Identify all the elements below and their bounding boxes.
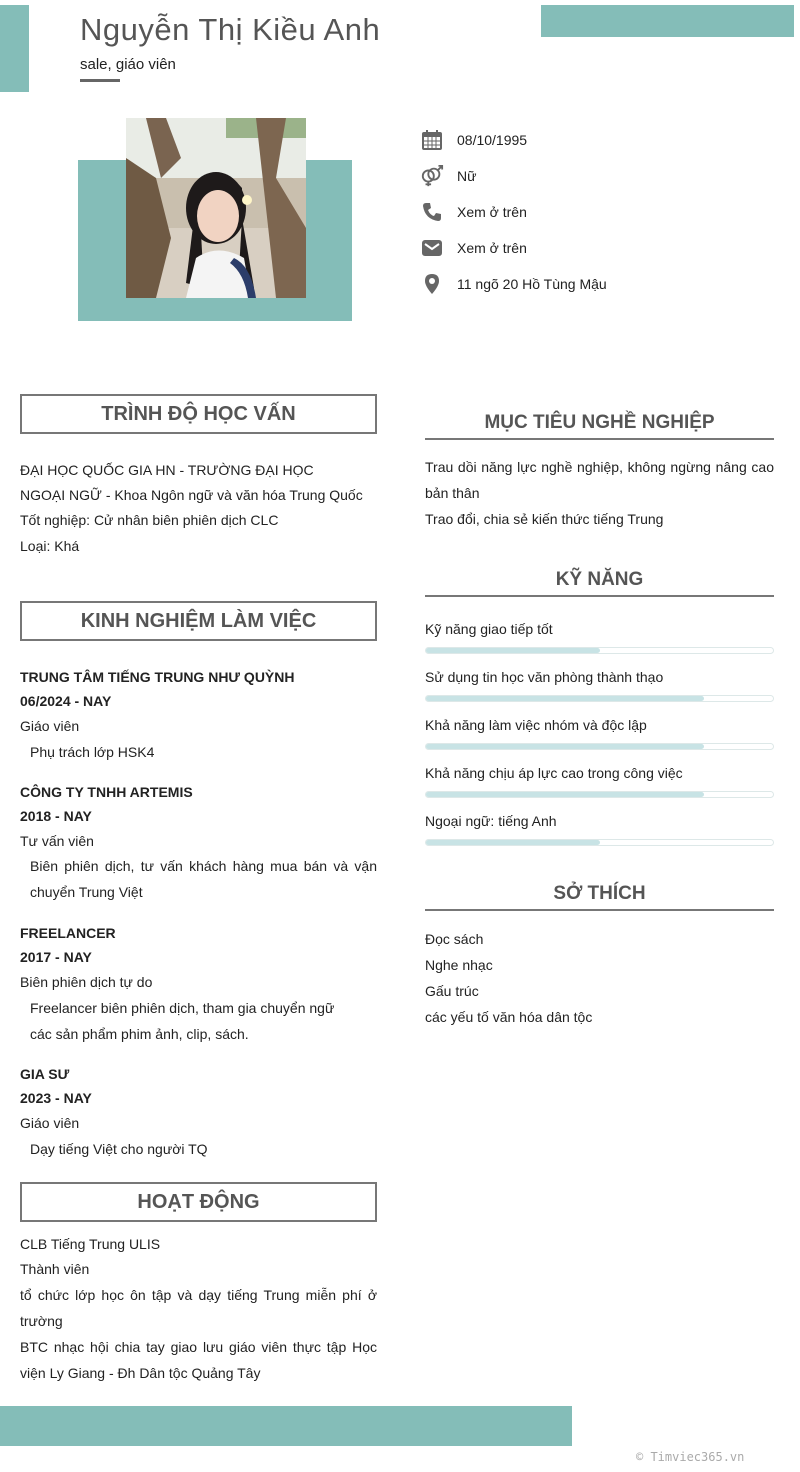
hobby-item: Gấu trúc [425, 983, 479, 999]
contact-value: Nữ [457, 168, 477, 184]
job-period: 06/2024 - NAY [20, 693, 112, 709]
hobby-item: các yếu tố văn hóa dân tộc [425, 1009, 593, 1025]
education-line: ĐẠI HỌC QUỐC GIA HN - TRƯỜNG ĐẠI HỌC [20, 462, 314, 478]
skill-bar-fill [426, 744, 704, 749]
contact-value: 08/10/1995 [457, 132, 528, 148]
profile-photo [126, 118, 306, 298]
job-period: 2017 - NAY [20, 949, 92, 965]
job-role: Giáo viên [20, 718, 80, 734]
gender-icon [420, 164, 444, 188]
skill-bar [425, 647, 774, 654]
candidate-name: Nguyễn Thị Kiều Anh [80, 12, 381, 47]
contact-gender [420, 164, 477, 188]
contact-value: Xem ở trên [457, 240, 527, 256]
education-line: Tốt nghiệp: Cử nhân biên phiên dịch CLC [20, 512, 279, 528]
skill-label: Khả năng làm việc nhóm và độc lập [425, 717, 647, 733]
contact-address [420, 272, 607, 296]
job-description: Phụ trách lớp HSK4 [30, 744, 155, 760]
title-underline [80, 79, 120, 82]
skill-label: Sử dụng tin học văn phòng thành thạo [425, 669, 664, 685]
phone-icon [420, 200, 444, 224]
job-company: TRUNG TÂM TIẾNG TRUNG NHƯ QUỲNH [20, 669, 295, 685]
hobbies-heading: SỞ THÍCH [425, 883, 774, 911]
activities-heading: HOẠT ĐỘNG [20, 1182, 377, 1222]
education-line: NGOẠI NGỮ - Khoa Ngôn ngữ và văn hóa Trung Quốc [20, 487, 363, 503]
education-line: Loại: Khá [20, 538, 80, 554]
skill-label: Kỹ năng giao tiếp tốt [425, 621, 553, 637]
email-icon [420, 236, 444, 260]
job-company: GIA SƯ [20, 1066, 70, 1082]
job-description: Freelancer biên phiên dịch, tham gia chuyển ngữ [30, 1000, 335, 1016]
skill-bar-fill [426, 792, 704, 797]
skill-bar [425, 743, 774, 750]
job-period: 2023 - NAY [20, 1090, 92, 1106]
job-role: Giáo viên [20, 1115, 80, 1131]
skills-heading: KỸ NĂNG [425, 569, 774, 597]
job-company: FREELANCER [20, 925, 116, 941]
activity-paragraph: BTC nhạc hội chia tay giao lưu giáo viên thực tập Học viện Ly Giang - Đh Dân tộc Quảng Tây [20, 1339, 377, 1381]
contact-phone [420, 200, 527, 224]
skill-bar-fill [426, 696, 704, 701]
skill-bar [425, 695, 774, 702]
job-description: Biên phiên dịch, tư vấn khách hàng mua bán và vận chuyển Trung Việt [30, 858, 377, 900]
skill-bar-fill [426, 648, 600, 653]
skill-bar [425, 839, 774, 846]
job-company: CÔNG TY TNHH ARTEMIS [20, 784, 193, 800]
top-right-accent-bar [541, 5, 794, 37]
footer-accent-bar [0, 1406, 572, 1446]
skill-label: Khả năng chịu áp lực cao trong công việc [425, 765, 683, 781]
job-description: Dạy tiếng Việt cho người TQ [30, 1141, 208, 1157]
job-title: sale, giáo viên [80, 56, 176, 73]
objective-heading: MỤC TIÊU NGHỀ NGHIỆP [425, 412, 774, 440]
objective-paragraph: Trau dồi năng lực nghề nghiệp, không ngừng nâng cao bản thân [425, 459, 774, 501]
contact-value: 11 ngõ 20 Hồ Tùng Mậu [457, 276, 607, 292]
job-role: Tư vấn viên [20, 833, 94, 849]
objective-line: Trao đổi, chia sẻ kiến thức tiếng Trung [425, 511, 664, 527]
contact-email [420, 236, 527, 260]
calendar-icon [420, 128, 444, 152]
skill-bar [425, 791, 774, 798]
activity-line: Thành viên [20, 1261, 90, 1277]
top-left-accent-block [0, 5, 29, 92]
experience-heading: KINH NGHIỆM LÀM VIỆC [20, 601, 377, 641]
hobby-item: Đọc sách [425, 931, 484, 947]
site-watermark: © Timviec365.vn [636, 1450, 745, 1464]
job-role: Biên phiên dịch tự do [20, 974, 153, 990]
hobby-item: Nghe nhạc [425, 957, 493, 973]
activity-line: CLB Tiếng Trung ULIS [20, 1236, 161, 1252]
contact-value: Xem ở trên [457, 204, 527, 220]
location-icon [420, 272, 444, 296]
job-description: các sản phẩm phim ảnh, clip, sách. [30, 1026, 249, 1042]
skill-label: Ngoại ngữ: tiếng Anh [425, 813, 557, 829]
education-heading: TRÌNH ĐỘ HỌC VẤN [20, 394, 377, 434]
job-period: 2018 - NAY [20, 808, 92, 824]
skill-bar-fill [426, 840, 600, 845]
contact-dob [420, 128, 528, 152]
activity-paragraph: tổ chức lớp học ôn tập và dạy tiếng Trung miễn phí ở trường [20, 1287, 377, 1329]
